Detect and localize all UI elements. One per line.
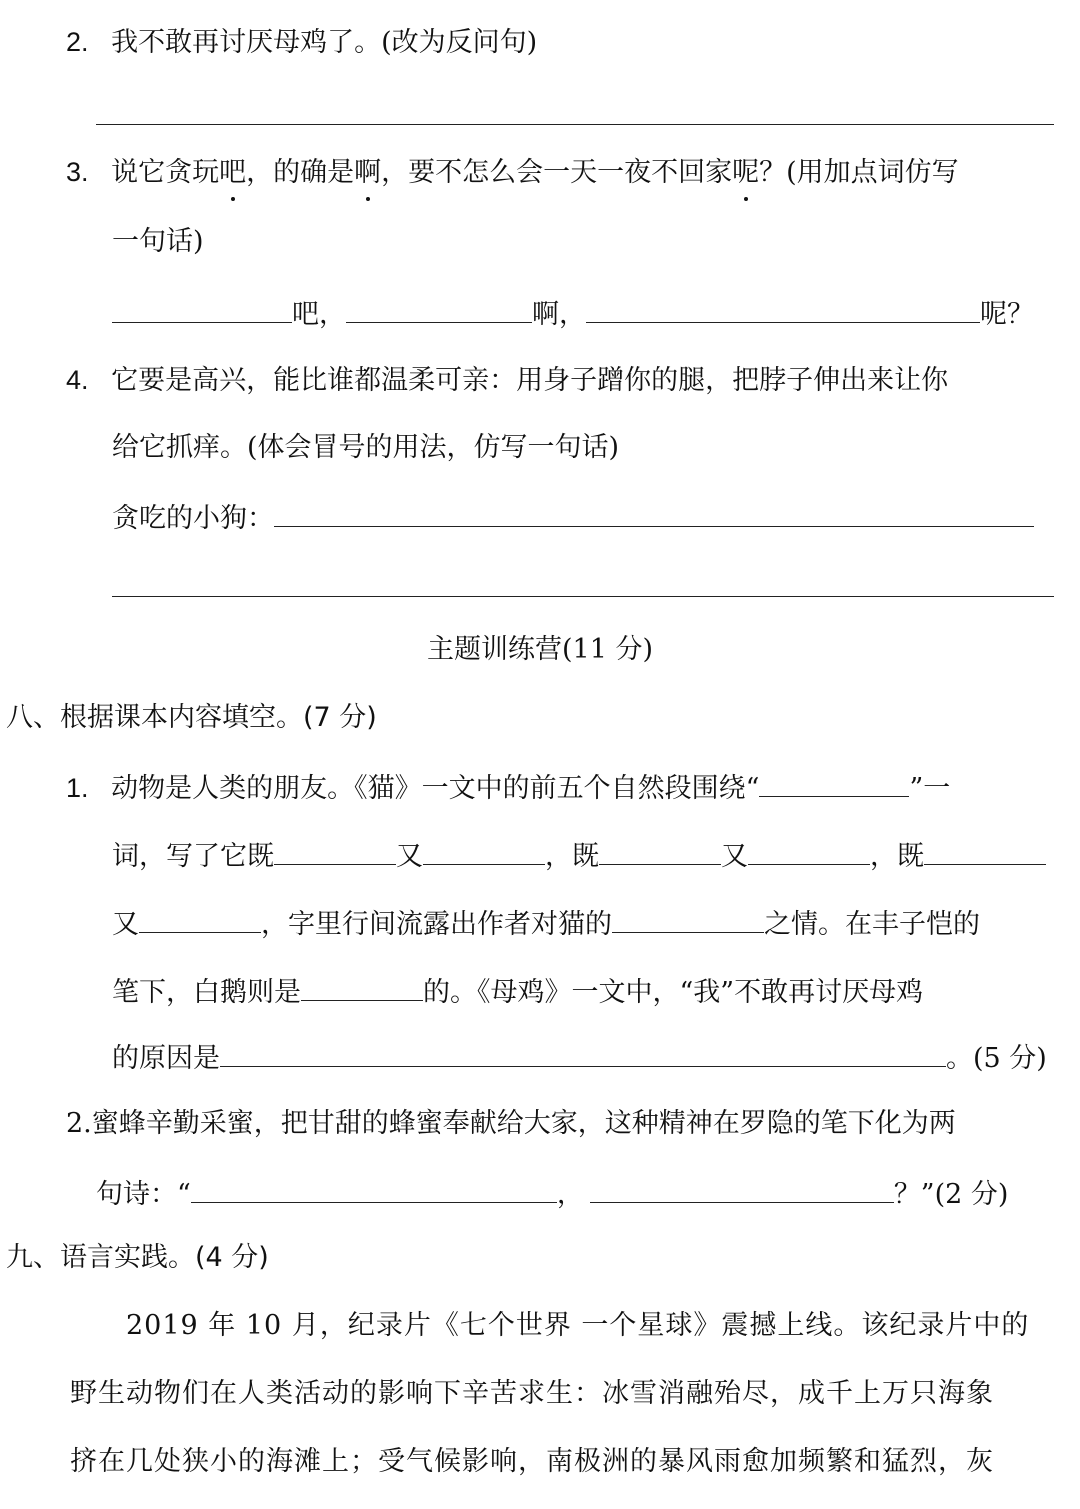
- question-3-fill-row: [112, 292, 1034, 335]
- fill-label: 啊，: [532, 299, 586, 330]
- text-segment: ，既: [545, 841, 599, 872]
- section-8-title: 八、根据课本内容填空。(7 分): [6, 702, 377, 733]
- text-segment: 又: [112, 909, 139, 940]
- blank[interactable]: [139, 902, 261, 933]
- passage-line-3: 挤在几处狭小的海滩上；受气候影响，南极洲的暴风雨愈加频繁和猛烈，灰: [70, 1446, 994, 1477]
- blank[interactable]: [924, 834, 1046, 865]
- text-segment: 又: [396, 841, 423, 872]
- question-3-continued: 一句话): [112, 226, 204, 257]
- text-segment: 句诗：“: [96, 1179, 191, 1210]
- text-segment: 动物是人类的朋友。《猫》一文中的前五个自然段围绕“: [111, 773, 760, 804]
- blank[interactable]: [586, 292, 980, 323]
- blank[interactable]: [346, 292, 532, 323]
- text-segment: 。(5 分): [946, 1043, 1047, 1074]
- text-segment: 之情。在丰子恺的: [764, 909, 980, 940]
- s8-question-1-line-2: [112, 834, 1046, 877]
- blank[interactable]: [759, 766, 909, 797]
- passage-line-2: 野生动物们在人类活动的影响下辛苦求生：冰雪消融殆尽，成千上万只海象: [70, 1378, 994, 1409]
- blank[interactable]: [301, 970, 423, 1001]
- fill-label: 呢？: [980, 299, 1034, 330]
- blank[interactable]: [112, 292, 292, 323]
- question-number: 4.: [66, 365, 89, 395]
- question-text: [111, 157, 959, 188]
- text-segment: ，既: [870, 841, 924, 872]
- text-segment: 词，写了它既: [112, 841, 274, 872]
- blank[interactable]: [423, 834, 545, 865]
- s8-question-1-line-1: [66, 766, 950, 809]
- blank[interactable]: [590, 1172, 894, 1203]
- s8-question-1-line-5: [112, 1036, 1047, 1079]
- text-segment: 笔下，白鹅则是: [112, 977, 301, 1008]
- text-segment: ？(用加点词仿写: [759, 157, 959, 188]
- s8-question-1-line-3: [112, 902, 980, 945]
- question-number: 1.: [66, 773, 89, 803]
- blank[interactable]: [191, 1172, 557, 1203]
- blank[interactable]: [612, 902, 764, 933]
- answer-line[interactable]: [96, 124, 1054, 125]
- question-3: [66, 152, 959, 193]
- dotted-word: 呢: [732, 153, 759, 193]
- text-segment: ？”(2 分): [893, 1179, 1009, 1210]
- blank[interactable]: [274, 496, 1034, 527]
- dotted-word: 吧: [219, 153, 246, 193]
- question-text: 我不敢再讨厌母鸡了。(改为反问句): [111, 27, 538, 58]
- prompt-label: 贪吃的小狗：: [112, 503, 274, 534]
- question-4: [66, 360, 948, 401]
- s8-question-2-line-1: 2.蜜蜂辛勤采蜜，把甘甜的蜂蜜奉献给大家，这种精神在罗隐的笔下化为两: [66, 1108, 956, 1139]
- blank[interactable]: [274, 834, 396, 865]
- question-4-prompt-row: [112, 496, 1034, 539]
- question-number: 2.: [66, 27, 89, 57]
- fill-label: 吧，: [292, 299, 346, 330]
- answer-line[interactable]: [112, 596, 1054, 597]
- question-number: 3.: [66, 157, 89, 187]
- s8-question-1-line-4: [112, 970, 923, 1013]
- text-segment: 说它贪玩: [111, 157, 220, 188]
- dotted-word: 啊: [354, 153, 381, 193]
- section-9-title: 九、语言实践。(4 分): [6, 1242, 269, 1273]
- text-segment: ，字里行间流露出作者对猫的: [261, 909, 612, 940]
- text-segment: ”一: [909, 773, 951, 804]
- question-2: [66, 22, 537, 63]
- question-4-continued: 给它抓痒。(体会冒号的用法，仿写一句话): [112, 432, 620, 463]
- text-segment: ，的确是: [246, 157, 355, 188]
- s8-question-2-line-2: [96, 1172, 1008, 1215]
- text-segment: ，: [556, 1179, 584, 1210]
- text-segment: 的原因是: [112, 1043, 220, 1074]
- text-segment: 的。《母鸡》一文中，“我”不敢再讨厌母鸡: [423, 977, 924, 1008]
- text-segment: ，要不怎么会一天一夜不回家: [381, 157, 733, 188]
- blank[interactable]: [748, 834, 870, 865]
- text-segment: 又: [721, 841, 748, 872]
- section-heading: 主题训练营(11 分): [426, 634, 653, 665]
- blank[interactable]: [220, 1036, 946, 1067]
- question-text: 它要是高兴，能比谁都温柔可亲：用身子蹭你的腿，把脖子伸出来让你: [111, 365, 949, 396]
- blank[interactable]: [599, 834, 721, 865]
- passage-line-1: 2019 年 10 月，纪录片《七个世界 一个星球》震撼上线。该纪录片中的: [126, 1310, 1030, 1341]
